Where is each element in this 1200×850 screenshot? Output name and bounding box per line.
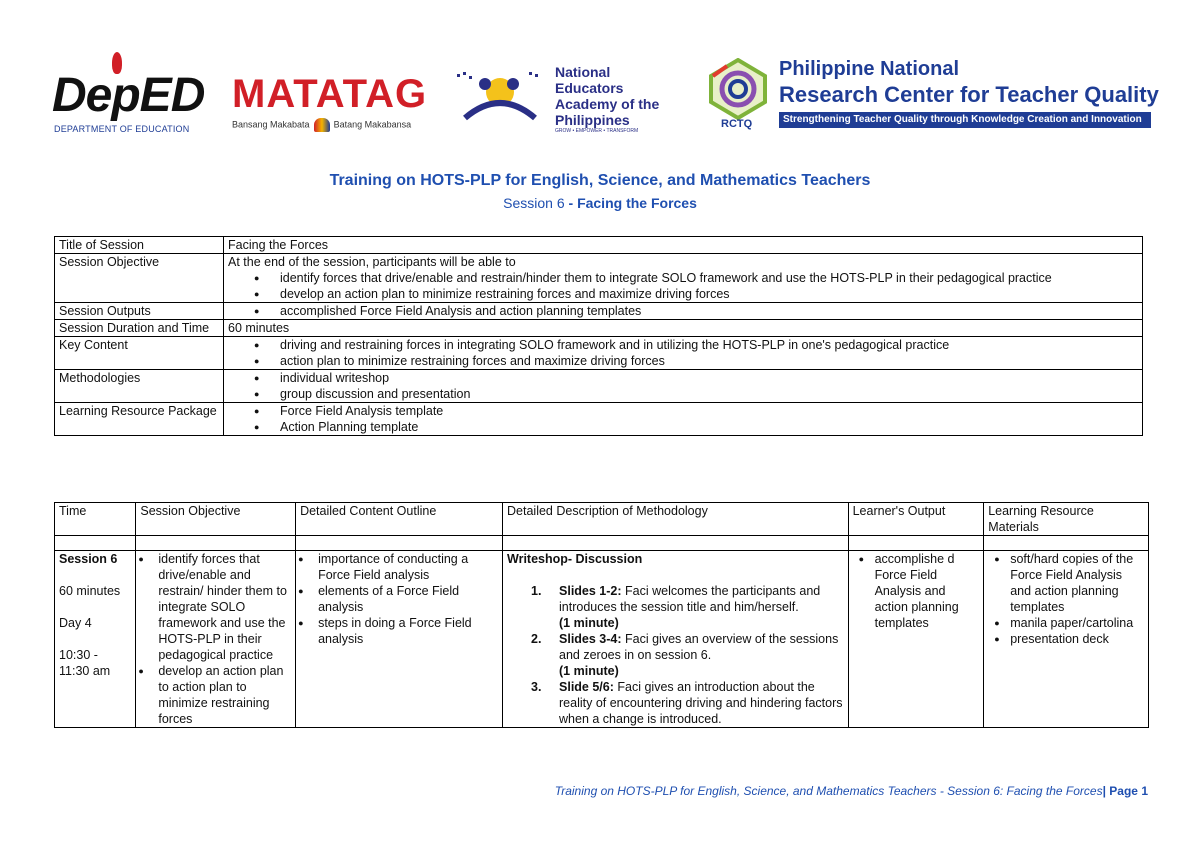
list-item: ● manila paper/cartolina: [988, 615, 1144, 631]
rctq-label: RCTQ: [721, 118, 753, 130]
time-cell: [55, 551, 136, 728]
table-row: [55, 551, 1149, 728]
output-cell: [848, 551, 984, 728]
objective-cell: [136, 551, 296, 728]
row-value: [224, 303, 1143, 320]
row-label: Methodologies: [55, 370, 224, 403]
column-header: Session Objective: [136, 503, 296, 536]
list-item: ● elements of a Force Field analysis: [298, 583, 498, 615]
table-row: [55, 254, 1143, 303]
session-subtitle: Session 6 - Facing the Forces: [503, 195, 697, 211]
list-item: ● driving and restraining forces in integrating SOLO framework and in utilizing the HOTS-PLP in one's pedagogical practice: [228, 337, 1138, 353]
row-value: [224, 403, 1143, 436]
column-header: Time: [55, 503, 136, 536]
time-range: 10:30 - 11:30 am: [59, 648, 111, 678]
row-label: Session Objective: [55, 254, 224, 303]
list-item: ● develop an action plan to minimize restraining forces and maximize driving forces: [228, 286, 1138, 302]
table-header-row: [55, 503, 1149, 536]
deped-subtitle: DEPARTMENT OF EDUCATION: [54, 124, 190, 134]
table-row: [55, 320, 1143, 337]
list-item: 2. Slides 3-4: Faci gives an overview of the sessions and zeroes in on session 6. (1 minute): [531, 632, 839, 678]
list-item: ● identify forces that drive/enable and restrain/hinder them to integrate SOLO framework and use the HOTS-PLP in their pedagogical practice: [228, 270, 1138, 286]
row-value: At the end of the session, participants will be able to ● identify forces that drive/enable and restrain/hinder them to integrate SOLO framework and use the HOTS-PLP in their pedagogical practice ● develop an action plan to minimize restraining forces and maximize driving forces: [224, 254, 1143, 303]
session-plan-table: [54, 502, 1149, 728]
list-item: 3. Slide 5/6: Faci gives an introduction about the reality of encountering driving and hindering factors when a change is introduced.: [531, 680, 843, 726]
list-item: ● action plan to minimize restraining forces and maximize driving forces: [228, 353, 1138, 369]
neap-emblem-icon: [455, 68, 545, 126]
column-header: Detailed Content Outline: [296, 503, 503, 536]
method-title: Writeshop- Discussion: [507, 552, 643, 566]
footer-text: Training on HOTS-PLP for English, Science, and Mathematics Teachers - Session 6: Facing the Forces: [554, 784, 1103, 798]
list-item: ● steps in doing a Force Field analysis: [298, 615, 498, 647]
column-header: Detailed Description of Methodology: [503, 503, 849, 536]
list-item: ● individual writeshop: [228, 370, 1138, 386]
row-value: [224, 337, 1143, 370]
list-item: ● accomplished Force Field Analysis and action planning templates: [228, 303, 1138, 319]
table-row: [55, 303, 1143, 320]
content-cell: [296, 551, 503, 728]
day-text: Day 4: [59, 616, 92, 630]
list-item: ● develop an action plan to action plan to minimize restraining forces: [138, 663, 291, 727]
methodology-cell: [503, 551, 849, 728]
deped-logo: [52, 62, 205, 134]
matatag-tagline: [232, 118, 432, 132]
neap-name: National Educators Academy of the Philippines: [555, 64, 660, 128]
list-item: ● identify forces that drive/enable and restrain/ hinder them to integrate SOLO framework and use the HOTS-PLP in their pedagogical practice: [138, 551, 291, 663]
list-item: ● presentation deck: [988, 631, 1144, 647]
heart-icon: [314, 118, 330, 132]
matatag-wordmark: MATATAG: [232, 72, 428, 116]
session-label: Session 6: [503, 195, 565, 211]
logo-strip: [52, 50, 1159, 140]
table-row: [55, 370, 1143, 403]
list-item: ● importance of conducting a Force Field analysis: [298, 551, 498, 583]
session-info-table: [54, 236, 1143, 436]
table-row: [55, 237, 1143, 254]
matatag-right: Batang Makabansa: [333, 119, 412, 130]
neap-logo: [455, 62, 685, 134]
matatag-logo: [232, 72, 432, 132]
matatag-left: Bansang Makabata: [232, 119, 310, 130]
table-row: [55, 403, 1143, 436]
column-header: Learner's Output: [848, 503, 984, 536]
rctq-line1: Philippine National: [779, 58, 960, 80]
neap-tagline: GROW • EMPOWER • TRANSFORM: [555, 128, 639, 134]
rctq-emblem-icon: [707, 58, 769, 120]
page-footer: Training on HOTS-PLP for English, Science, and Mathematics Teachers - Session 6: Facing the Forces| Page 1: [554, 784, 1148, 798]
page-number: Page 1: [1109, 784, 1148, 798]
list-item: ● soft/hard copies of the Force Field Analysis and action planning templates: [988, 551, 1144, 615]
row-value: Facing the Forces: [224, 237, 1143, 254]
column-header: Learning Resource Materials: [984, 503, 1149, 536]
list-item: ● Force Field Analysis template: [228, 403, 1138, 419]
deped-wordmark: DepED: [52, 69, 205, 122]
rctq-logo: [707, 56, 1159, 136]
row-label: Session Outputs: [55, 303, 224, 320]
row-label: Key Content: [55, 337, 224, 370]
row-value: 60 minutes: [224, 320, 1143, 337]
table-row: [55, 536, 1149, 551]
list-item: ● accomplishe d Force Field Analysis and action planning templates: [853, 551, 980, 631]
row-label: Title of Session: [55, 237, 224, 254]
session-cell-label: Session 6: [59, 552, 118, 566]
document-title: Training on HOTS-PLP for English, Science, and Mathematics Teachers: [329, 172, 871, 189]
list-item: 1. Slides 1-2: Faci welcomes the participants and introduces the session title and him/herself. (1 minute): [531, 584, 821, 630]
duration-text: 60 minutes: [59, 584, 121, 598]
row-label: Session Duration and Time: [55, 320, 224, 337]
list-item: ● group discussion and presentation: [228, 386, 1138, 402]
materials-cell: [984, 551, 1149, 728]
rctq-line2: Research Center for Teacher Quality: [779, 82, 1159, 107]
session-name: Facing the Forces: [577, 195, 697, 211]
list-item: ● Action Planning template: [228, 419, 1138, 435]
table-row: [55, 337, 1143, 370]
row-value: [224, 370, 1143, 403]
row-label: Learning Resource Package: [55, 403, 224, 436]
rctq-tagline: Strengthening Teacher Quality through Knowledge Creation and Innovation: [779, 112, 1151, 128]
